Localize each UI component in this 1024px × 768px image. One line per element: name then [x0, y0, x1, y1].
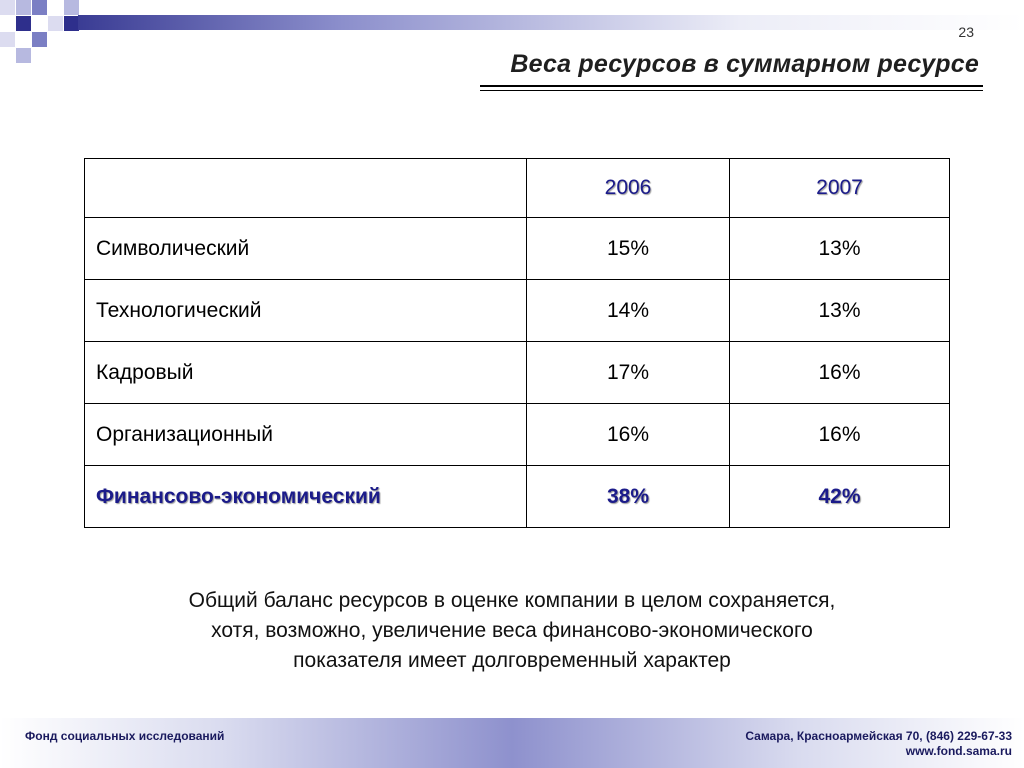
decor-square	[16, 16, 31, 31]
header-gradient-bar	[78, 15, 1024, 30]
year-label: 2006	[604, 176, 652, 199]
title-underline	[480, 85, 983, 87]
decor-square	[0, 32, 15, 47]
footer-contacts	[745, 729, 1012, 759]
column-header-2007	[730, 159, 950, 218]
table-row	[85, 342, 950, 404]
table-row	[85, 404, 950, 466]
resource-name: Организационный	[85, 404, 527, 466]
highlighted-resource-name: Финансово-экономический	[96, 484, 381, 508]
slide-title: Веса ресурсов в суммарном ресурсе	[510, 50, 979, 78]
decor-square	[64, 0, 79, 15]
decor-square	[32, 32, 47, 47]
footer-organization: Фонд социальных исследований	[25, 729, 225, 743]
resource-name: Символический	[85, 218, 527, 280]
highlighted-value: 38%	[606, 484, 650, 508]
decor-square	[16, 48, 31, 63]
decor-square	[32, 0, 47, 15]
conclusion-text	[0, 586, 1024, 676]
conclusion-line: хотя, возможно, увеличение веса финансово-экономического	[211, 619, 813, 642]
table-corner-cell	[85, 159, 527, 218]
table-row	[85, 280, 950, 342]
column-header-2006	[527, 159, 730, 218]
year-label: 2007	[816, 176, 863, 199]
value-2007: 16%	[730, 342, 950, 404]
decor-square	[16, 0, 31, 15]
slide-number: 23	[958, 24, 974, 40]
decor-square	[48, 16, 63, 31]
table-row-highlighted	[85, 466, 950, 528]
resource-name	[85, 466, 527, 528]
table-header-row	[85, 159, 950, 218]
conclusion-line: Общий баланс ресурсов в оценке компании в целом сохраняется,	[188, 589, 836, 612]
resource-weights-table	[84, 158, 950, 528]
decor-square	[0, 0, 15, 15]
value-2006: 15%	[527, 218, 730, 280]
decor-square	[64, 16, 79, 31]
value-2007	[730, 466, 950, 528]
footer-address: Самара, Красноармейская 70, (846) 229-67-33	[745, 729, 1012, 743]
table-row	[85, 218, 950, 280]
conclusion-line: показателя имеет долговременный характер	[293, 649, 731, 672]
value-2007: 16%	[730, 404, 950, 466]
resource-name: Кадровый	[85, 342, 527, 404]
value-2007: 13%	[730, 280, 950, 342]
footer-website: www.fond.sama.ru	[905, 744, 1012, 758]
value-2006: 17%	[527, 342, 730, 404]
value-2006: 16%	[527, 404, 730, 466]
title-underline	[480, 90, 983, 91]
highlighted-value: 42%	[818, 484, 861, 508]
value-2006: 14%	[527, 280, 730, 342]
value-2007: 13%	[730, 218, 950, 280]
resource-name: Технологический	[85, 280, 527, 342]
value-2006	[527, 466, 730, 528]
